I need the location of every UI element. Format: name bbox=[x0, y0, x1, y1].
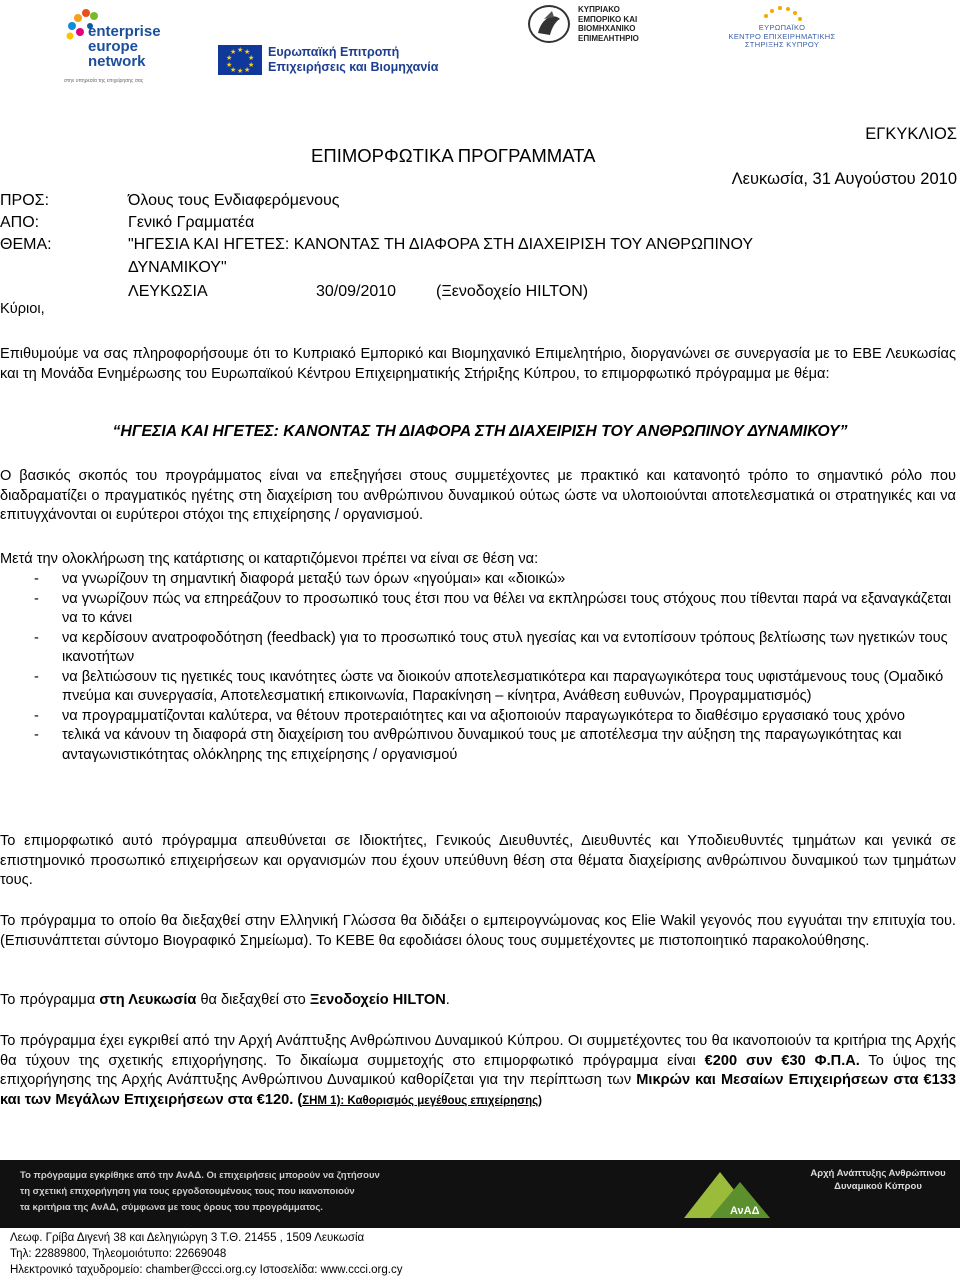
to-label: ΠΡΟΣ: bbox=[0, 192, 50, 209]
keep-line2: ΚΕΝΤΡΟ ΕΠΙΧΕΙΡΗΜΑΤΙΚΗΣ bbox=[728, 31, 836, 41]
keep-logo bbox=[706, 4, 858, 52]
chamber-contact-footer bbox=[0, 1230, 960, 1284]
aim-paragraph: Ο βασικός σκοπός του προγράμματος είναι να επεξηγήσει στους συμμετέχοντες με πρακτικό και κατανοητό τρόπο το σημαντικό ρόλο που διαδραματίζει ο πραγματικός ηγέτης στη διαχείριση του ανθρώπινου δυναμικού ούτως ώστε να υλοποιούνται αποτελεσματικά οι στρατηγικές και να επιτυγχάνονται οι ευρύτεροι στόχοι της επιχείρησης / οργανισμού. bbox=[0, 468, 956, 523]
outcomes-intro: Μετά την ολοκλήρωση της κατάρτισης οι καταρτιζόμενοι πρέπει να είναι σε θέση να: bbox=[0, 551, 539, 567]
keep-stars-icon bbox=[760, 4, 804, 24]
keve-logo bbox=[528, 4, 693, 44]
event-place: ΛΕΥΚΩΣΙΑ bbox=[128, 283, 208, 300]
subject-line1: "ΗΓΕΣΙΑ ΚΑΙ ΗΓΕΤΕΣ: ΚΑΝΟΝΤΑΣ ΤΗ ΔΙΑΦΟΡΑ ΣΤΗ ΔΙΑΧΕΙΡΙΣΗ ΤΟΥ ΑΝΘΡΩΠΙΝΟΥ bbox=[128, 236, 754, 253]
list-item: - να βελτιώσουν τις ηγετικές τους ικανότητες ώστε να διοικούν αποτελεσματικότερα και παραγωγικότερα τους υφιστάμενους τους (Ομαδικό πνεύμα και συνεργασία, Αποτελεσματική επικοινωνία, Παρακίνηση – κίνητρα, Ανάθεση ευθυνών, Προγραμματισμός) bbox=[34, 668, 944, 704]
banner-line3: τα κριτήρια της ΑνΑΔ, σύμφωνα με τους όρους του προγράμματος. bbox=[20, 1202, 323, 1213]
list-item: - να κερδίσουν ανατροφοδότηση (feedback) για το προσωπικό τους στυλ ηγεσίας και να εντοπίσουν τρόπους βελτίωσης των ηγετικών τους ικανοτήτων bbox=[34, 629, 948, 665]
circular-label: ΕΓΚΥΚΛΙΟΣ bbox=[865, 125, 957, 143]
ec-line1: Ευρωπαϊκή Επιτροπή bbox=[268, 45, 400, 59]
een-line3: network bbox=[88, 53, 146, 70]
programme-subject: “ΗΓΕΣΙΑ ΚΑΙ ΗΓΕΤΕΣ: ΚΑΝΟΝΤΑΣ ΤΗ ΔΙΑΦΟΡΑ ΣΤΗ ΔΙΑΧΕΙΡΙΣΗ ΤΟΥ ΑΝΘΡΩΠΙΝΟΥ ΔΥΝΑΜΙΚΟΥ” bbox=[112, 423, 848, 440]
anad-banner bbox=[0, 1160, 960, 1228]
outcomes-list bbox=[0, 570, 956, 765]
document-date: Λευκωσία, 31 Αυγούστου 2010 bbox=[731, 170, 957, 188]
to-value: Όλους τους Ενδιαφερόμενους bbox=[128, 192, 340, 209]
keep-line3: ΣΤΗΡΙΞΗΣ ΚΥΠΡΟΥ bbox=[744, 40, 820, 49]
footer-email: Ηλεκτρονικό ταχυδρομείο: chamber@ccci.org.cy Ιστοσελίδα: www.ccci.org.cy bbox=[10, 1264, 403, 1276]
anad-logo bbox=[680, 1168, 800, 1222]
list-item: - να γνωρίζουν τη σημαντική διαφορά μεταξύ των όρων «ηγούμαι» και «διοικώ» bbox=[34, 571, 566, 587]
audience-paragraph: Το επιμορφωτικό αυτό πρόγραμμα απευθύνεται σε Ιδιοκτήτες, Γενικούς Διευθυντές, Διευθυντές και Υποδιευθυντές τμημάτων και γενικά σε επιστημονικό προσωπικό επιχειρήσεων και οργανισμών που έχουν υπεύθυνη θέση στα θέματα διαχείρισης ανθρώπινου δυναμικού των τμημάτων τους. bbox=[0, 833, 956, 888]
list-item: - να γνωρίζουν πώς να επηρεάζουν το προσωπικό τους έτσι που να θέλει να εκπληρώσει τους στόχους που τίθενται παρά να εξαναγκάζεται να το κάνει bbox=[34, 590, 952, 626]
footer-address: Λεωφ. Γρίβα Διγενή 38 και Δεληγιώργη 3 Τ.Θ. 21455 , 1509 Λευκωσία bbox=[10, 1232, 365, 1244]
eu-flag-icon: ★ ★ ★ ★ ★ ★ ★ ★ ★ ★ bbox=[218, 45, 262, 75]
intro-paragraph: Επιθυμούμε να σας πληροφορήσουμε ότι το Κυπριακό Εμπορικό και Βιομηχανικό Επιμελητήριο, διοργανώνει σε συνεργασία με το ΕΒΕ Λευκωσίας και τη Μονάδα Ενημέρωσης του Ευρωπαϊκού Κέντρου Επιχειρηματικής Στήριξης Κύπρου, το επιμορφωτικό πρόγραμμα με θέμα: bbox=[0, 346, 956, 382]
anad-name: Αρχή Ανάπτυξης Ανθρώπινου Δυναμικού Κύπρου bbox=[810, 1168, 946, 1192]
een-line1: enterprise bbox=[88, 23, 161, 40]
keve-emblem-icon bbox=[528, 5, 570, 43]
language-paragraph: Το πρόγραμμα το οποίο θα διεξαχθεί στην Ελληνική Γλώσσα θα διδάξει ο εμπειρογνώμονας κος Elie Wakil γεγονός που εγγυάται την επιτυχία του. (Επισυνάπτεται σύντομο Βιογραφικό Σημείωμα). Το ΚΕΒΕ θα εφοδιάσει όλους τους συμμετέχοντες με πιστοποιητικό παρακολούθησης. bbox=[0, 913, 956, 949]
footer-phone: Τηλ: 22889800, Τηλεομοιότυπο: 22669048 bbox=[10, 1248, 227, 1260]
enterprise-europe-network-logo bbox=[60, 4, 172, 88]
size-definition-note: ΣΗΜ 1): Καθορισμός μεγέθους επιχείρησης) bbox=[302, 1094, 542, 1107]
keep-line1: ΕΥΡΩΠΑΪΚΟ bbox=[758, 23, 806, 32]
een-line2: europe bbox=[88, 38, 139, 55]
ec-line2: Επιχειρήσεις και Βιομηχανία bbox=[268, 60, 439, 74]
salutation: Κύριοι, bbox=[0, 301, 45, 317]
subject-label: ΘΕΜΑ: bbox=[0, 236, 52, 253]
event-date: 30/09/2010 bbox=[316, 283, 397, 300]
location-city: στη Λευκωσία bbox=[99, 992, 197, 1008]
een-star-mark bbox=[60, 4, 172, 88]
european-commission-logo bbox=[218, 43, 473, 77]
keve-line3: ΒΙΟΜΗΧΑΝΙΚΟ bbox=[578, 24, 636, 33]
location-paragraph: Το πρόγραμμα στη Λευκωσία θα διεξαχθεί στο Ξενοδοχείο HILTON. bbox=[0, 992, 450, 1008]
een-tagline: στην υπηρεσία της επιχείρησης σας bbox=[64, 78, 144, 84]
keve-line4: ΕΠΙΜΕΛΗΤΗΡΙΟ bbox=[578, 33, 639, 43]
document-title: ΕΠΙΜΟΡΦΩΤΙΚΑ ΠΡΟΓΡΑΜΜΑΤΑ bbox=[311, 145, 596, 166]
subject-line2: ΔΥΝΑΜΙΚΟΥ" bbox=[128, 259, 227, 276]
from-value: Γενικό Γραμματέα bbox=[128, 214, 255, 231]
keve-line1: ΚΥΠΡΙΑΚΟ bbox=[578, 5, 620, 14]
location-venue: Ξενοδοχείο HILTON bbox=[309, 992, 446, 1008]
banner-line2: τη σχετική επιχορήγηση για τους εργοδοτουμένους τους που ικανοποιούν bbox=[20, 1186, 355, 1197]
anad-short: ΑνΑΔ bbox=[730, 1205, 760, 1217]
fee-amount: €200 συν €30 Φ.Π.Α. bbox=[704, 1052, 860, 1069]
list-item: - να προγραμματίζονται καλύτερα, να θέτουν προτεραιότητες και να αξιοποιούν παραγωγικότερα το διαθέσιμο εργασιακό τους χρόνο bbox=[34, 707, 905, 724]
from-label: ΑΠΟ: bbox=[0, 214, 40, 231]
banner-line1: Το πρόγραμμα εγκρίθηκε από την ΑνΑΔ. Οι επιχειρήσεις μπορούν να ζητήσουν bbox=[20, 1170, 380, 1181]
event-venue: (Ξενοδοχείο HILTON) bbox=[436, 283, 589, 300]
keve-line2: ΕΜΠΟΡΙΚΟ ΚΑΙ bbox=[578, 14, 638, 24]
list-item: - τελικά να κάνουν τη διαφορά στη διαχείριση του ανθρώπινου δυναμικού τους με αποτέλεσμα την αύξηση της παραγωγικότητας και ανταγωνιστικότητας ολόκληρης της επιχείρησης / οργανισμού bbox=[34, 727, 902, 763]
approval-paragraph: Το πρόγραμμα έχει εγκριθεί από την Αρχή Ανάπτυξης Ανθρώπινου Δυναμικού Κύπρου. Οι συμμετέχοντες του θα ικανοποιούν τα κριτήρια της Αρχής θα τύχουν της σχετικής επιχορήγησης. Το δικαίωμα συμμετοχής στο επιμορφωτικό πρόγραμμα είναι €200 συν €30 Φ.Π.Α. Το ύψος της επιχορήγησης της Αρχής Ανάπτυξης Ανθρώπινου Δυναμικού καθορίζεται για την περίπτωση των Μικρών και Μεσαίων Επιχειρήσεων στα €133 και των Μεγάλων Επιχειρήσεων στα €120. (ΣΗΜ 1): Καθορισμός μεγέθους επιχείρησης) bbox=[0, 1033, 957, 1108]
subsidy-amounts: Μικρών και Μεσαίων Επιχειρήσεων στα €133 και των Μεγάλων Επιχειρήσεων στα €120. bbox=[0, 1072, 956, 1108]
